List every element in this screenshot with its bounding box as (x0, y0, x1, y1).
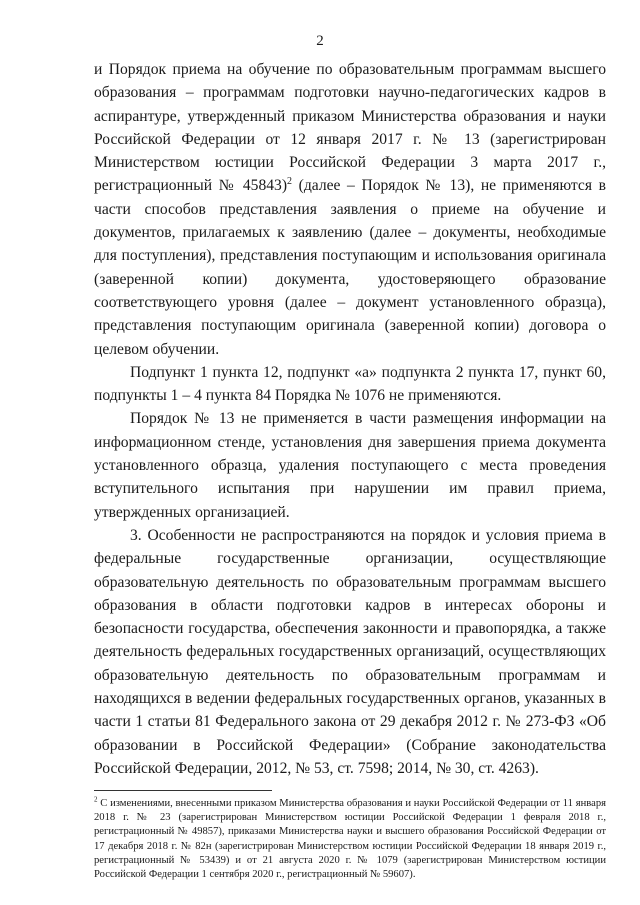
paragraph-order-13-exceptions: Порядок № 13 не применяется в части размещения информации на информационном стенде, установления дня завершения приема документа установленного образца, удаления поступающего с места проведения вступительного испытания при нарушении им правил приема, утвержденных организацией. (94, 410, 606, 521)
paragraph-text-continued: (далее – Порядок № 13), не применяются в части способов представления заявления о приеме на обучение и документов, прилагаемых к заявлению (далее – документы, необходимые для поступления), представления поступающим и использования оригинала (заверенной копии) документа, удостоверяющего образование соответствующего уровня (далее – документ установленного образца), представления поступающим оригинала (заверенной копии) договора о целевом обучении. (94, 177, 606, 358)
document-body (94, 58, 606, 780)
paragraph-order-13 (94, 58, 606, 361)
page-number: 2 (316, 33, 324, 49)
paragraph-text: и Порядок приема на обучение по образовательным программам высшего образования – программам подготовки научно-педагогических кадров в аспирантуре, утвержденный приказом Министерства образования и науки Российской Федерации от 12 января 2017 г. № 13 (зарегистрирован Министерством юстиции Российской Федерации 3 марта 2017 г., регистрационный № 45843) (94, 61, 606, 195)
footnote-text: С изменениями, внесенными приказом Министерства образования и науки Российской Федерации от 11 января 2018 г. № 23 (зарегистрирован Министерством юстиции Российской Федерации 1 февраля 2018 г., регистрационный № 49857), приказами Министерства науки и высшего образования Российской Федерации от 17 декабря 2018 г. № 82н (зарегистрирован Министерством юстиции Российской Федерации 18 января 2019 г., регистрационный № 53439) и от 21 августа 2020 г. № 1079 (зарегистрирован Министерством юстиции Российской Федерации 1 сентября 2020 г., регистрационный № 59607). (94, 798, 606, 881)
paragraph-subpoints: Подпункт 1 пункта 12, подпункт «а» подпункта 2 пункта 17, пункт 60, подпункты 1 – 4 пункта 84 Порядка № 1076 не применяются. (94, 363, 606, 405)
footnote-divider (94, 790, 272, 791)
footnote-reference[interactable]: 2 (287, 176, 293, 188)
paragraph-section-3: 3. Особенности не распространяются на порядок и условия приема в федеральные государственные организации, осуществляющие образовательную деятельность по образовательным программам высшего образования в области подготовки кадров в интересах обороны и безопасности государства, обеспечения законности и правопорядка, а также деятельность федеральных государственных организаций, осуществляющих образовательную деятельность по образовательным программам и находящихся в ведении федеральных государственных органов, указанных в части 1 статьи 81 Федерального закона от 29 декабря 2012 г. № 273-ФЗ «Об образовании в Российской Федерации» (Собрание законодательства Российской Федерации, 2012, № 53, ст. 7598; 2014, № 30, ст. 4263). (94, 526, 606, 777)
footnote (94, 797, 606, 882)
footnote-marker: 2 (94, 795, 98, 804)
